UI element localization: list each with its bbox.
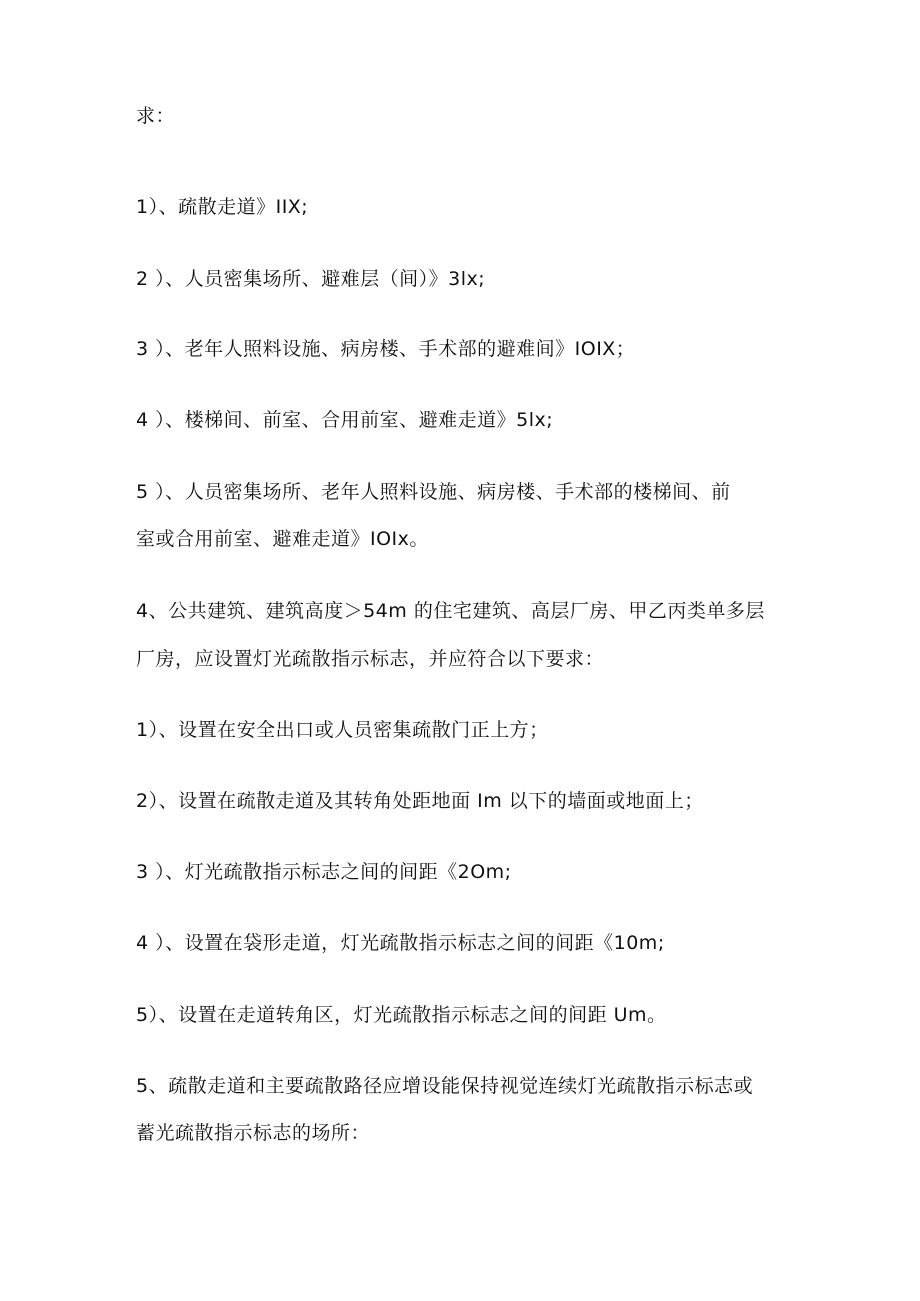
text-line: 4 ）、楼梯间、前室、合用前室、避难走道》5lx; [136, 409, 554, 431]
text-line: 1）、设置在安全出口或人员密集疏散门正上方； [136, 719, 549, 741]
text-line: 4、公共建筑、建筑高度＞54m 的住宅建筑、高层厂房、甲乙丙类单多层 [136, 600, 765, 622]
text-line: 1）、疏散走道》IIX; [136, 196, 309, 218]
text-line: 蓄光疏散指示标志的场所： [136, 1122, 371, 1144]
text-line: 2 ）、人员密集场所、避难层（间）》3lx; [136, 268, 486, 290]
text-line: 室或合用前室、避难走道》IOIx。 [136, 528, 429, 550]
text-line: 厂房，应设置灯光疏散指示标志，并应符合以下要求： [136, 648, 605, 670]
text-line: 5、疏散走道和主要疏散路径应增设能保持视觉连续灯光疏散指示标志或 [136, 1075, 754, 1097]
text-line: 2）、设置在疏散走道及其转角处距地面 Im 以下的墙面或地面上； [136, 790, 704, 812]
text-line: 3 ）、灯光疏散指示标志之间的间距《2Om; [136, 861, 512, 883]
text-line: 4 ）、设置在袋形走道，灯光疏散指示标志之间的间距《10m; [136, 932, 665, 954]
text-line: 3 ）、老年人照料设施、病房楼、手术部的避难间》IOIX； [136, 338, 636, 360]
text-line: 5 ）、人员密集场所、老年人照料设施、病房楼、手术部的楼梯间、前 [136, 481, 731, 503]
text-line: 求： [136, 105, 176, 127]
text-line: 5）、设置在走道转角区，灯光疏散指示标志之间的间距 Um。 [136, 1004, 667, 1026]
